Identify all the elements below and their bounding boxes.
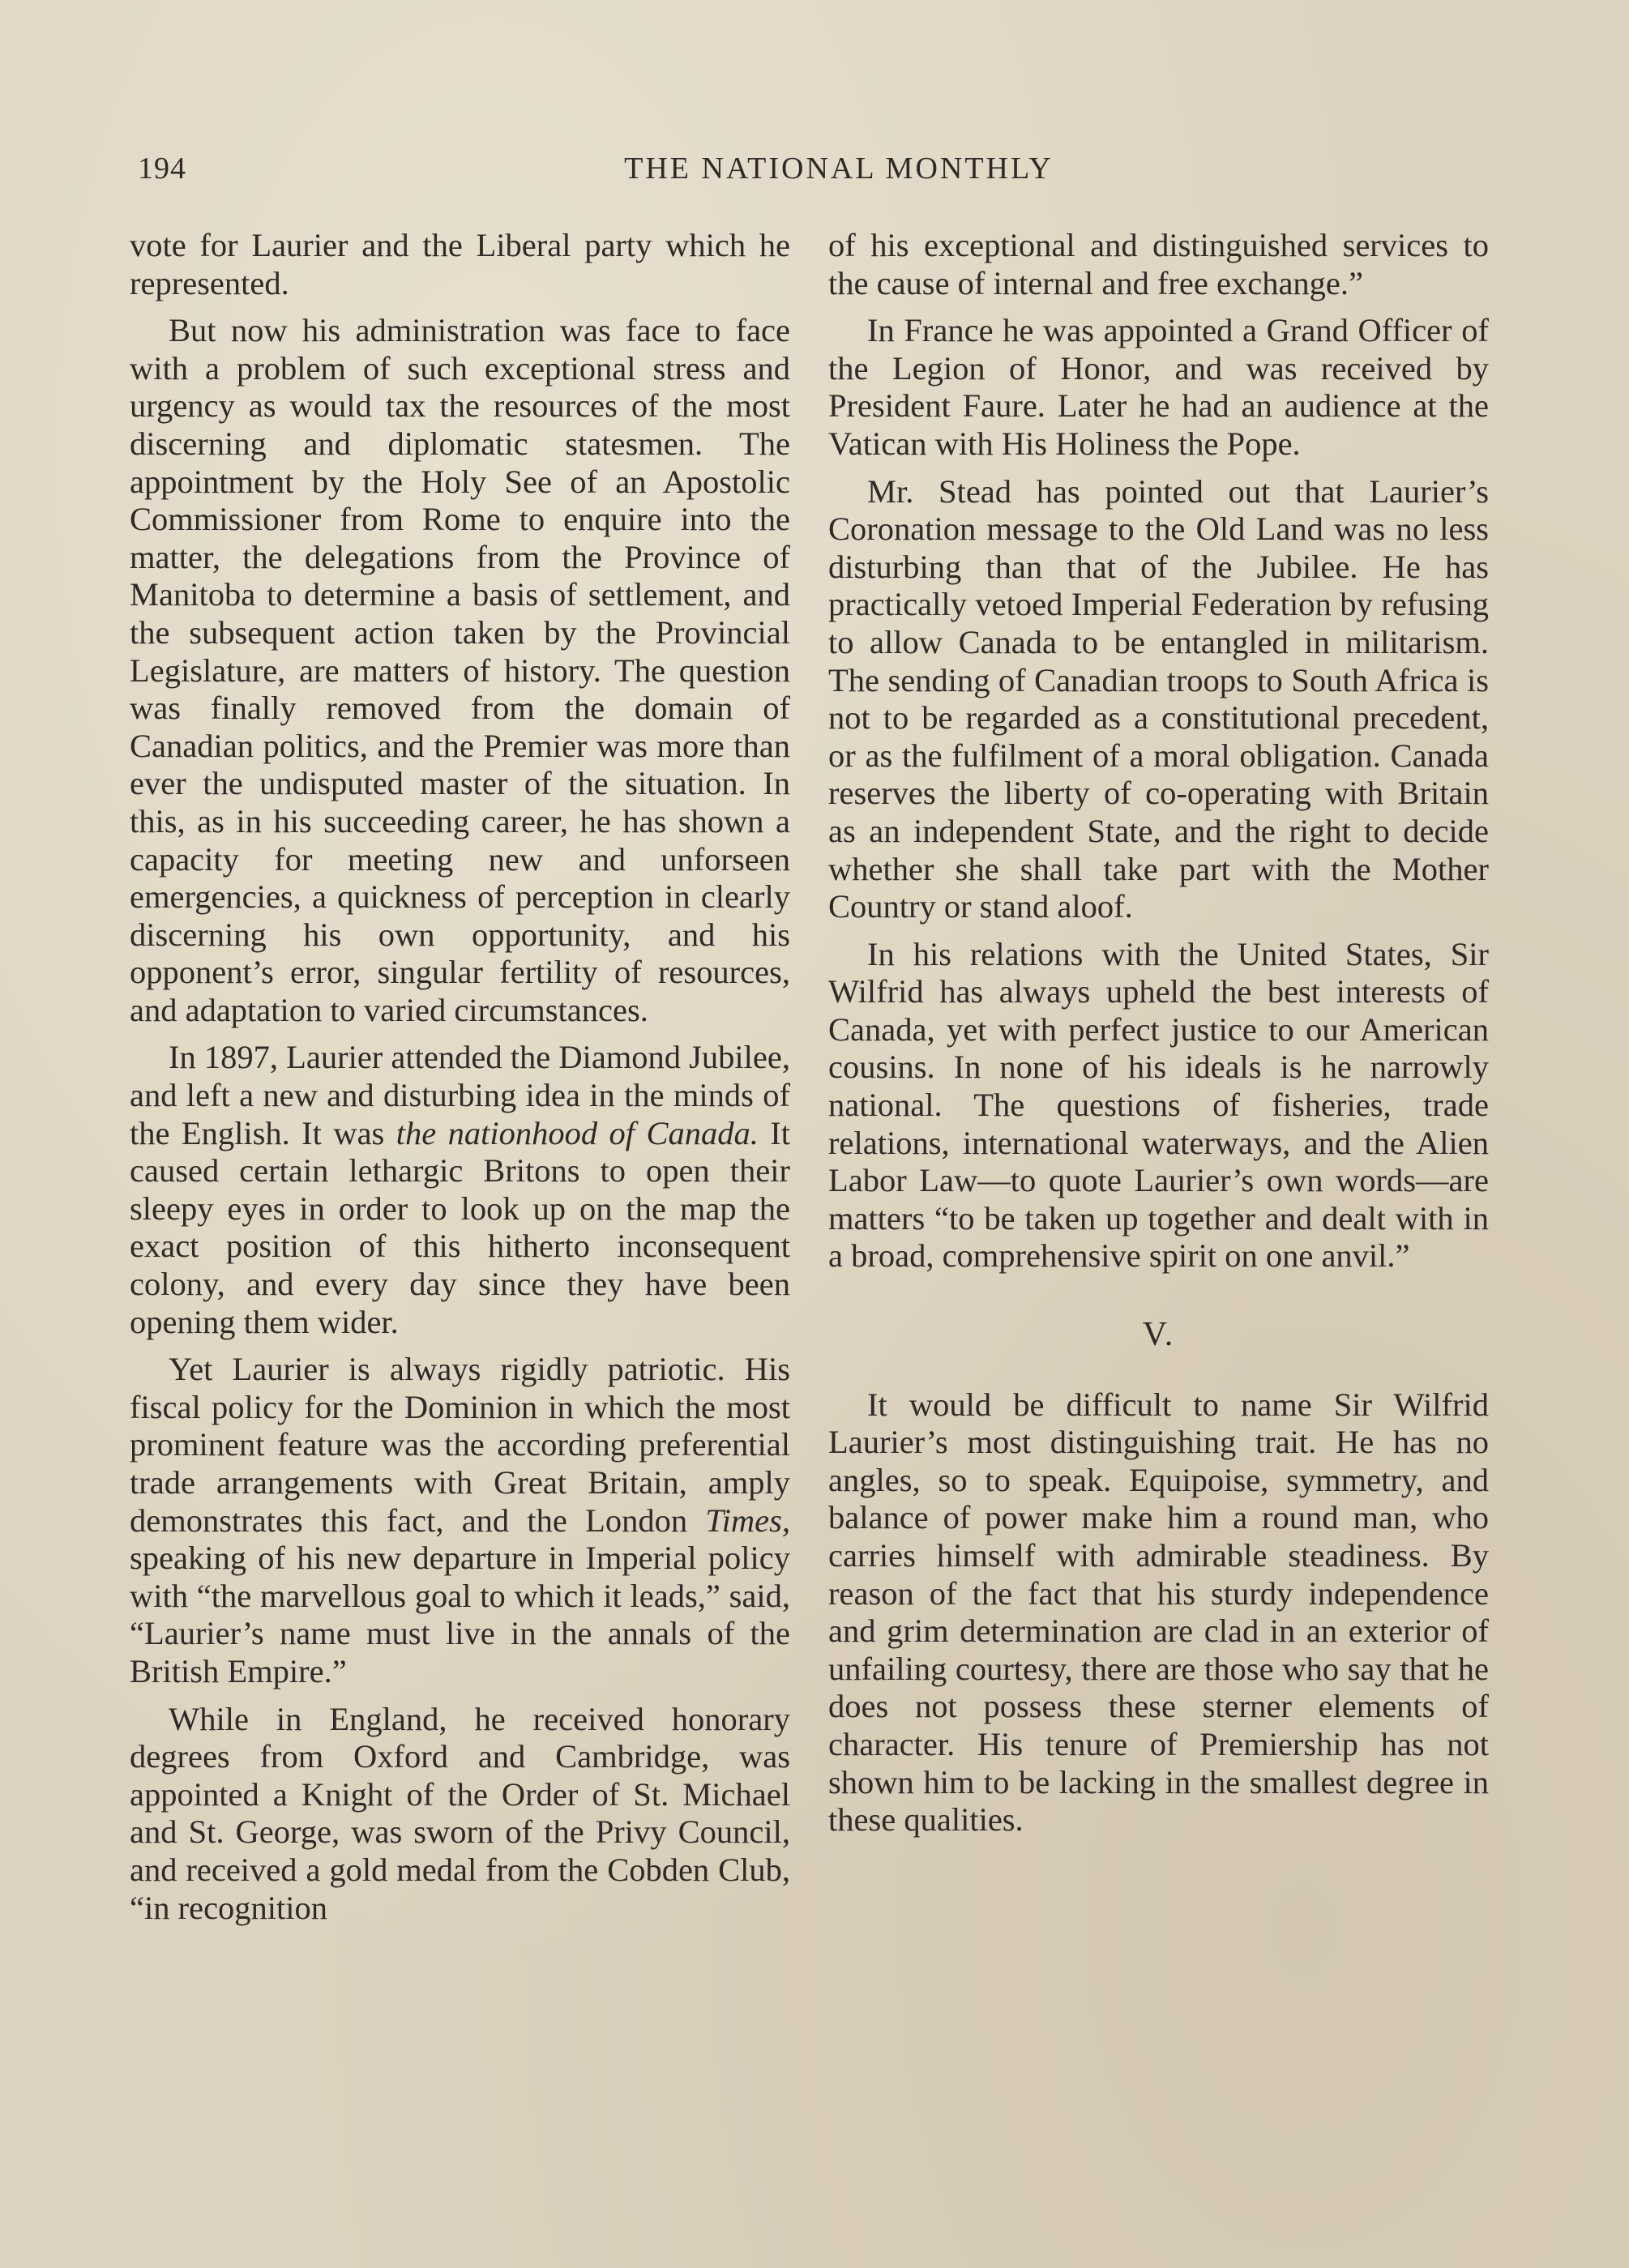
left-paragraph-5: While in England, he received honorary degrees from Oxford and Cambridge, was appointed a Knight of the Order of St. Michael and St. George, was sworn of the Privy Council, and received a gold medal from the Cobden Club, “in recognition <box>130 1700 790 1926</box>
left-paragraph-3-text-a: In 1897, Laurier attended the Diamond Jubilee, and left a new and disturbing idea in the minds of the English. It was <box>130 1039 791 1151</box>
left-paragraph-3 <box>130 1039 790 1341</box>
left-paragraph-1: vote for Laurier and the Liberal party which he represented. <box>130 227 790 301</box>
left-paragraph-4-text-b: speaking of his new departure in Imperial policy with “the marvellous goal to which it leads,” said, “Laurier’s name must live in the annals of the British Empire.” <box>130 1540 790 1689</box>
left-paragraph-3-italic: the nationhood of Canada. <box>395 1114 759 1151</box>
running-head <box>138 151 1491 199</box>
right-paragraph-5: It would be difficult to name Sir Wilfrid Laurier’s most distinguishing trait. He has no angles, so to speak. Equipoise, symmetry, and balance of power make him a round man, who carries himself with admirable steadiness. By reason of the fact that his sturdy independence and grim determination are clad in an exterior of unfailing courtesy, there are those who say that he does not possess these sterner elements of character. His tenure of Premiership has not shown him to be lacking in the smallest degree in these qualities. <box>828 1386 1489 1839</box>
left-column <box>130 227 790 1937</box>
right-paragraph-3: Mr. Stead has pointed out that Laurier’s Coronation message to the Old Land was no less disturbing than that of the Jubilee. He has practically vetoed Imperial Federation by refusing to allow Canada to be entangled in militarism. The sending of Canadian troops to South Africa is not to be regarded as a constitutional precedent, or as the fulfilment of a moral obligation. Canada reserves the liberty of co-operating with Britain as an independent State, and the right to decide whether she shall take part with the Mother Country or stand aloof. <box>828 472 1489 925</box>
right-paragraph-4: In his relations with the United States, Sir Wilfrid has always upheld the best interests of Canada, yet with perfect justice to our American cousins. In none of his ideals is he narrowly national. The questions of fisheries, trade relations, international waterways, and the Alien Labor Law—to quote Laurier’s own words—are matters “to be taken up together and dealt with in a broad, comprehensive spirit on one anvil.” <box>828 935 1489 1275</box>
right-paragraph-1: of his exceptional and distinguished services to the cause of internal and free exchange.” <box>828 227 1489 301</box>
page-number: 194 <box>138 152 186 186</box>
right-column <box>828 227 1489 1849</box>
right-paragraph-2: In France he was appointed a Grand Officer of the Legion of Honor, and was received by President Faure. Later he had an audience at the Vatican with His Holiness the Pope. <box>828 312 1489 462</box>
left-paragraph-3-text-b: It caused certain lethargic Britons to open their sleepy eyes in order to look up on the map the exact position of this hitherto inconsequent colony, and every day since they have been opening them wider. <box>130 1114 790 1340</box>
section-heading: V. <box>1142 1316 1175 1354</box>
left-paragraph-4 <box>130 1351 790 1690</box>
left-paragraph-4-italic: Times, <box>705 1501 790 1539</box>
journal-title: THE NATIONAL MONTHLY <box>624 152 1054 186</box>
left-paragraph-2: But now his administration was face to face with a problem of such exceptional stress and urgency as would tax the resources of the most discerning and diplomatic statesmen. The appointment by the Holy See of an Apostolic Commissioner from Rome to enquire into the matter, the delegations from the Province of Manitoba to determine a basis of settlement, and the subsequent action taken by the Provincial Legislature, are matters of history. The question was finally removed from the domain of Canadian politics, and the Premier was more than ever the undisputed master of the situation. In this, as in his succeeding career, he has shown a capacity for meeting new and unforseen emergencies, a quickness of perception in clearly discerning his own opportunity, and his opponent’s error, singular fertility of resources, and adaptation to varied circumstances. <box>130 312 790 1028</box>
left-paragraph-4-text-a: Yet Laurier is always rigidly patriotic. His fiscal policy for the Dominion in which the most prominent feature was the according preferential trade arrangements with Great Britain, amply demonstrates this fact, and the London <box>130 1351 790 1539</box>
